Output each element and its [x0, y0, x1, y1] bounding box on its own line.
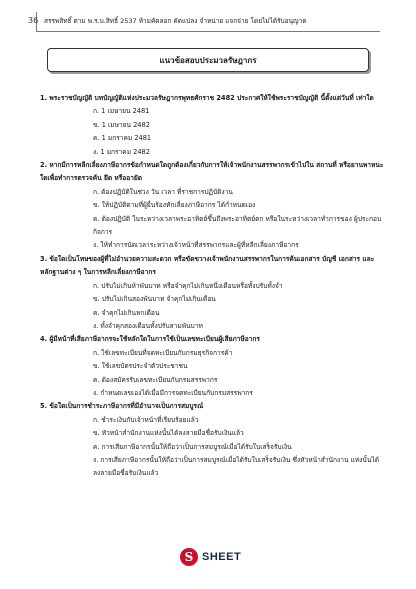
option: ข. หัวหน้าสำนักงานแห่งนั้นได้ลงลายมือชื่อรับเงินแล้ว	[93, 429, 244, 438]
question-5	[40, 400, 384, 480]
header-rule	[36, 31, 380, 32]
option: ค. จำคุกไม่เกินหกเดือน	[93, 308, 160, 317]
option: ข. 1 เมษายน 2482	[93, 120, 150, 129]
question-4	[40, 333, 384, 400]
question-text: 5. ข้อใดเป็นการชำระภาษีอากรที่มีอำนาจเป็นการสมบูรณ์	[40, 402, 204, 411]
question-text: 2. หากมีการหลีกเลี่ยงภาษีอากรข้อกำหนดใดถูกต้องเกี่ยวกับการให้เจ้าพนักงานสรรพากรเข้าไปใน สถานที่ หรือยานพาหนะใดเพื่อทำการตรวจค้น ยึด หรืออายัด	[40, 161, 384, 183]
question-text: 4. ผู้มีหน้าที่เสียภาษีอากรจะใช้หลักใดในการใช้เป็นเลขทะเบียนผู้เสียภาษีอากร	[40, 335, 260, 344]
option: ข. ปรับไม่เกินสองพันบาท จำคุกไม่เกินเดือน	[93, 295, 216, 304]
option: ก. ใช้เลขทะเบียนที่จดทะเบียนกับกรมธุรกิจการค้า	[93, 348, 233, 357]
option: ค. ต้องปฏิบัติ ในระหว่างเวลาพระอาทิตย์ขึ้นถึงพระอาทิตย์ตก หรือในระหว่างเวลาทำการของ ผู้ประกอบกิจการ	[93, 214, 382, 237]
option: ก. ปรับไม่เกินห้าพันบาท หรือจำคุกไม่เกินหนึ่งเดือนหรือทั้งปรับทั้งจำ	[93, 281, 283, 290]
page-number: 36	[28, 16, 39, 25]
option: ข. ให้ปฏิบัติตามที่ผู้ยื่นร้องทักเลี่ยงภาษีอากร ได้กำหนดเอง	[93, 201, 256, 210]
option: ข. ใช้เลขบัตรประจำตัวประชาชน	[93, 362, 188, 371]
question-text: 3. ข้อใดเป็นโทษของผู้ที่ไม่อำนวยความสะดวก หรือขัดขวางเจ้าพนักงานสรรพากรในการค้นเอกสาร บัญชี เอกสาร และหลักฐานต่าง ๆ ในการหลีกเลี่ยงภาษีอากร	[40, 254, 375, 277]
option: ค. การเสียภาษีอากรนั้นให้ถือว่าเป็นการสมบูรณ์เมื่อได้รับใบเสร็จรับเงิน	[93, 442, 292, 451]
question-3	[40, 253, 384, 333]
option: ง. 1 มกราคม 2482	[93, 147, 150, 156]
option: ง. การเสียภาษีอากรนั้นให้ถือว่าเป็นการสมบูรณ์เมื่อได้รับใบเสร็จรับเงิน ซึ่งหัวหน้าสำนักงาน แห่งนั้นได้ลงลายมือชื่อรับเงินแล้ว	[93, 455, 379, 478]
option: ก. ต้องปฏิบัติในช่วง วัน เวลา ที่ราชการปฏิบัติงาน	[93, 187, 233, 196]
question-text: 1. พระราชบัญญัติ บทบัญญัติแห่งประมวลรัษฎากรพุทธศักราช 2482 ประกาศให้ใช้พระราชบัญญัติ นี้ตั้งแต่วันที่ เท่าใด	[40, 94, 374, 102]
question-2	[40, 159, 384, 253]
copyright-header: สรรพสิทธิ์ ตาม พ.ร.บ.สิทธิ์ 2537 ห้ามคัดลอก คัดแปลง จำหน่าย แจกจ่าย โดยไม่ได้รับอนุญาต	[44, 17, 307, 25]
logo-text: SHEET	[202, 551, 242, 563]
question-list	[40, 92, 384, 481]
sheet-logo	[180, 548, 241, 566]
question-1	[40, 92, 384, 159]
option: ง. ให้ทำการนัดเวลาระหว่างเจ้าหน้าที่สรรพากรและผู้ที่หลีกเลี่ยงภาษีอากร	[93, 241, 299, 250]
page-title: แนวข้อสอบประมวลรัษฎากร	[47, 48, 369, 72]
option: ง. กำหนดเลขเองได้เมื่อมีการจดทะเบียนกับกรมสรรพากร	[93, 388, 253, 397]
option: ค. ต้องสมัครรับเลขทะเบียนกับกรมสรรพากร	[93, 375, 218, 384]
logo-icon: S	[180, 548, 198, 566]
option: ก. 1 เมษายน 2481	[93, 107, 150, 116]
option: ค. 1 มกราคม 2481	[93, 134, 152, 143]
option: ง. ทั้งจำคุกสองเดือนทั้งปรับสามพันบาท	[93, 321, 203, 330]
option: ก. ชำระเงินกับเจ้าหน้าที่เรียบร้อยแล้ว	[93, 415, 199, 424]
